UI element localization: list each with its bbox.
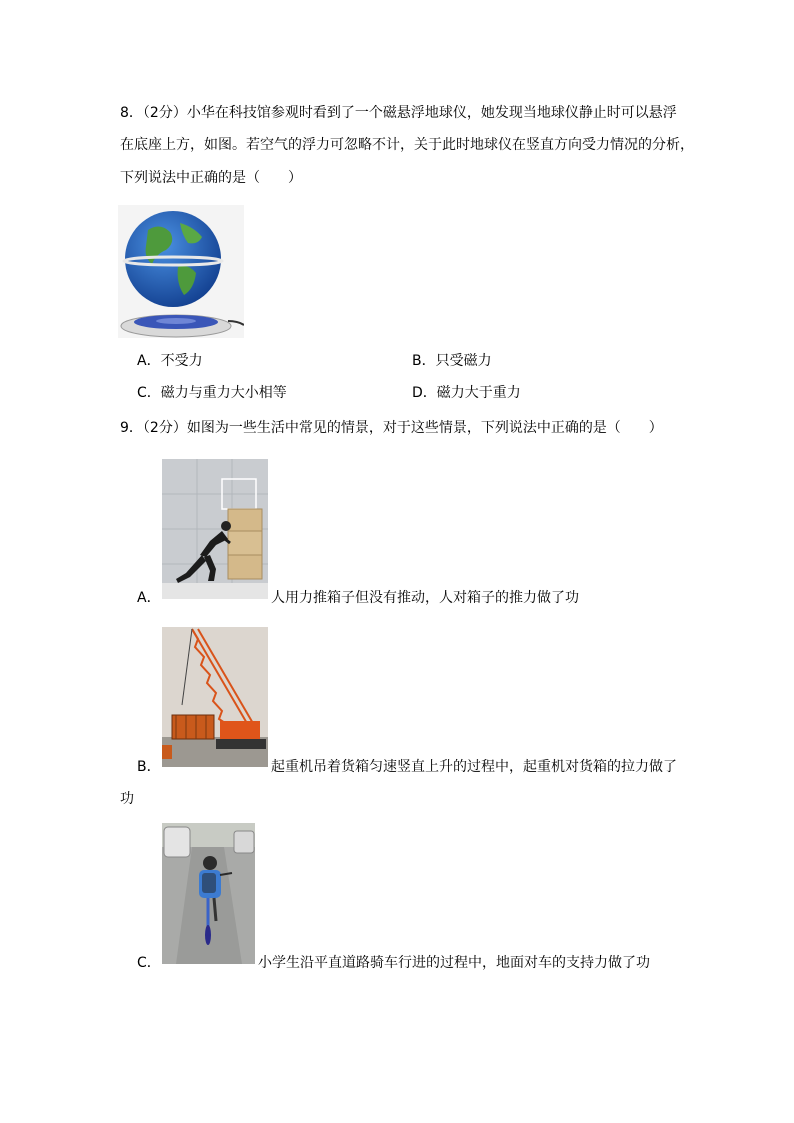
maglev-globe-image <box>118 205 244 338</box>
q8-option-c: C．磁力与重力大小相等 <box>137 385 287 401</box>
push-box-image <box>162 459 268 599</box>
q8-stem-line2: 在底座上方，如图。若空气的浮力可忽略不计，关于此时地球仪在竖直方向受力情况的分析， <box>120 137 694 153</box>
q9-option-a-label: A． <box>137 590 161 606</box>
q9-option-b-label: B． <box>137 759 161 775</box>
q8-option-b: B．只受磁力 <box>412 353 492 369</box>
q9-option-b-text-continued: 功 <box>120 791 134 807</box>
q8-option-a: A．不受力 <box>137 353 203 369</box>
q9-stem: 9．（2分）如图为一些生活中常见的情景，对于这些情景，下列说法中正确的是（ ） <box>120 420 663 436</box>
q8-stem-line1: 8．（2分）小华在科技馆参观时看到了一个磁悬浮地球仪，她发现当地球仪静止时可以悬浮 <box>120 105 677 121</box>
q8-stem-line3: 下列说法中正确的是（ ） <box>120 170 302 186</box>
q9-option-b-text: 起重机吊着货箱匀速竖直上升的过程中，起重机对货箱的拉力做了 <box>271 759 677 775</box>
child-cycling-image <box>162 823 255 964</box>
q9-option-a-text: 人用力推箱子但没有推动，人对箱子的推力做了功 <box>271 590 579 606</box>
q9-option-c-text: 小学生沿平直道路骑车行进的过程中，地面对车的支持力做了功 <box>258 955 650 971</box>
q9-option-c-label: C． <box>137 955 161 971</box>
crane-image <box>162 627 268 767</box>
q8-option-d: D．磁力大于重力 <box>412 385 521 401</box>
